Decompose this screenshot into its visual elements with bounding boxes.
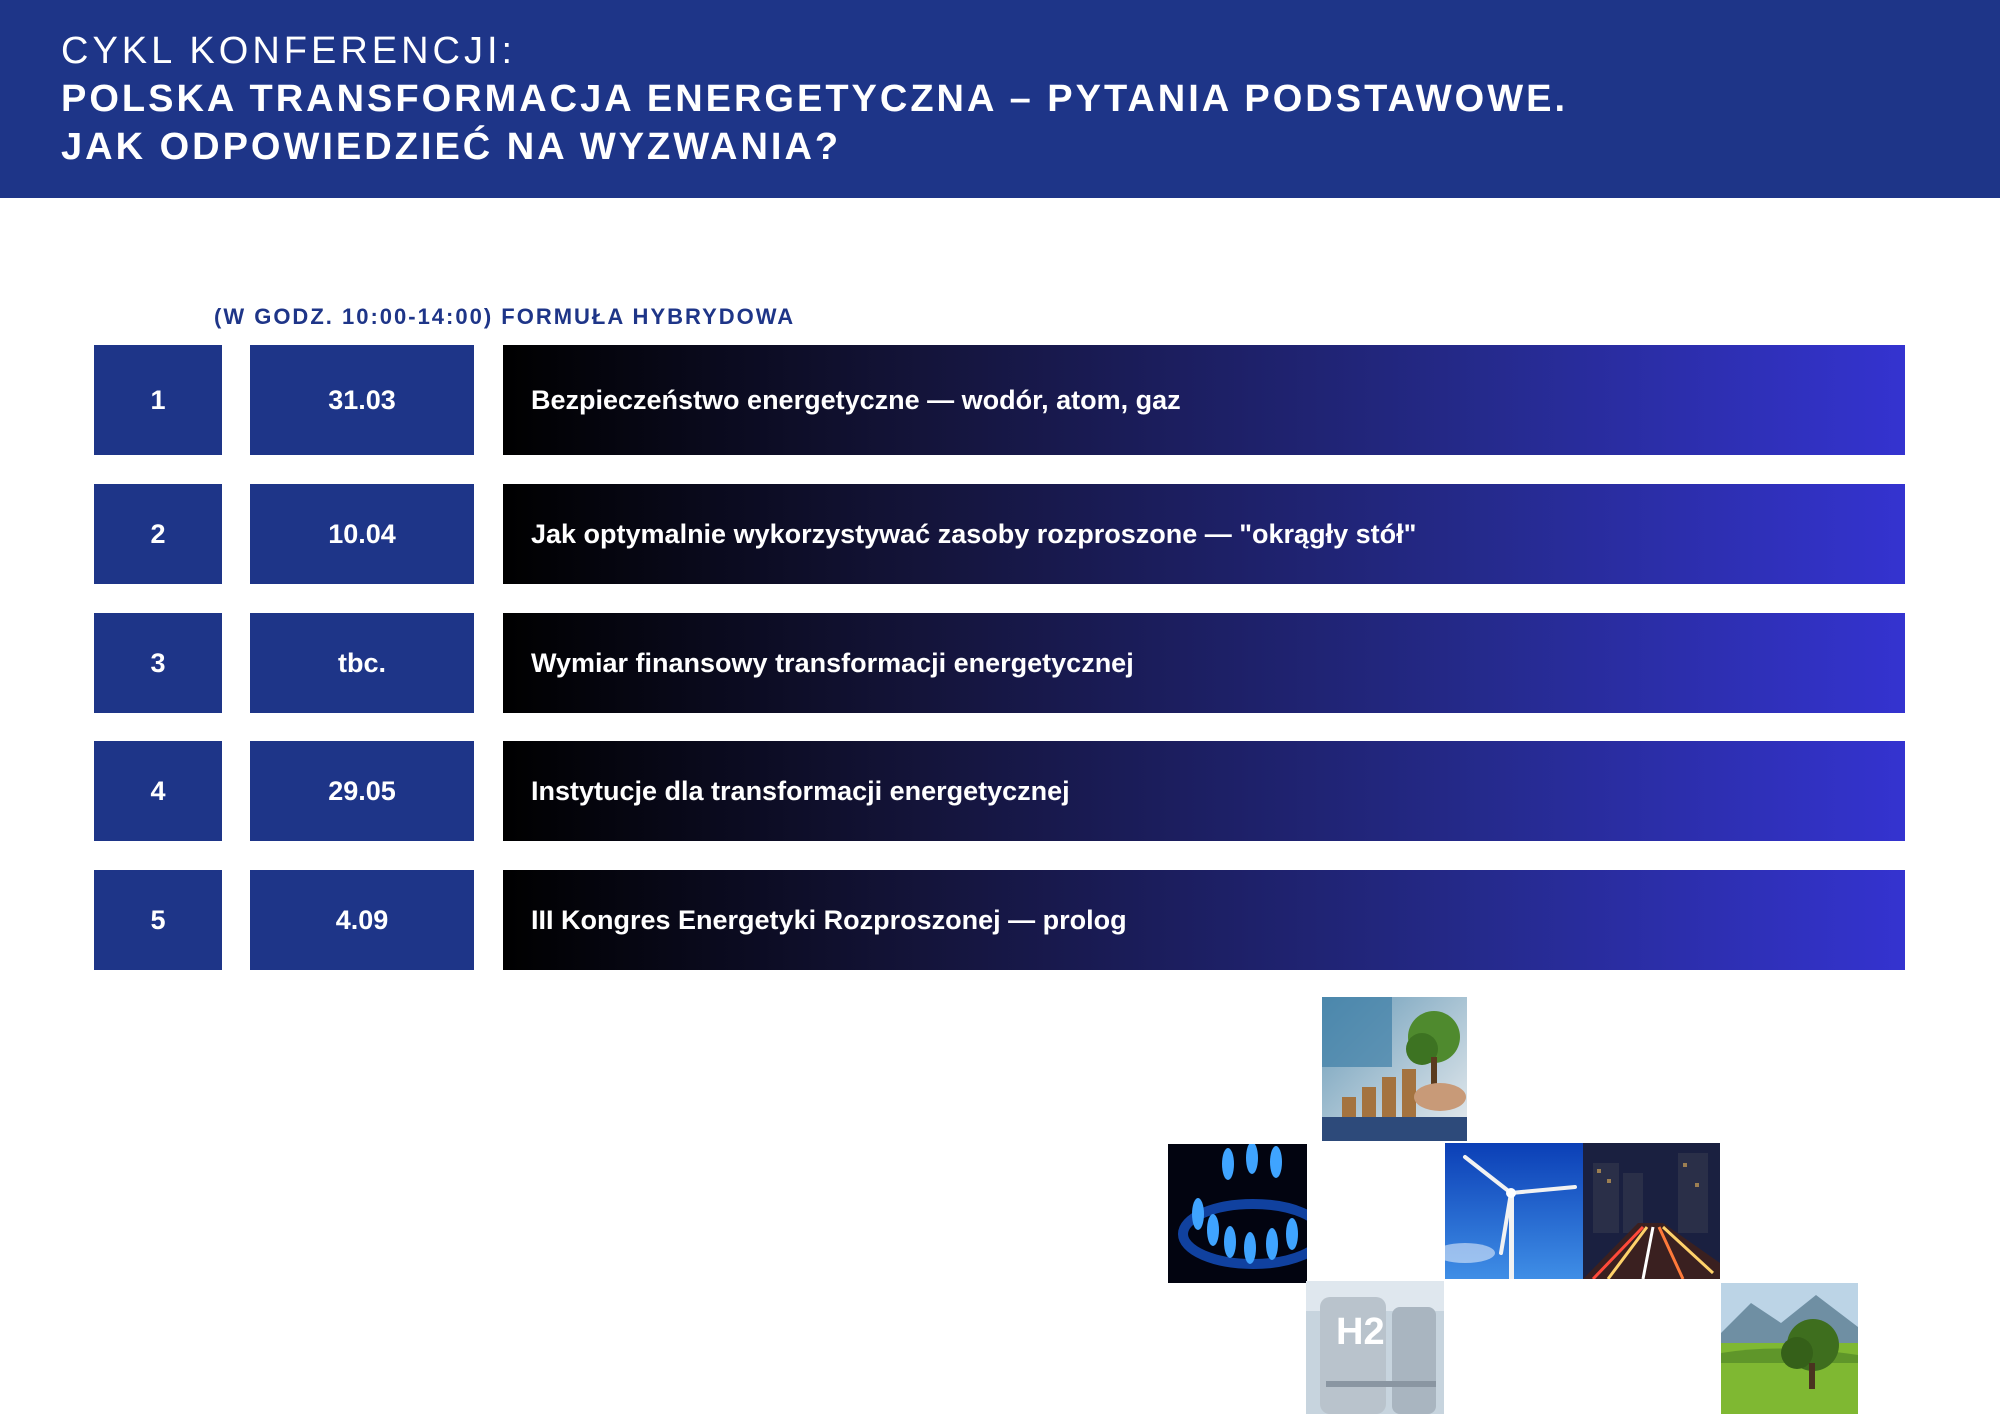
row-number: 5 — [94, 870, 222, 970]
row-number: 3 — [94, 613, 222, 713]
hydrogen-label: H2 — [1336, 1311, 1385, 1353]
row-date: 31.03 — [250, 345, 474, 455]
row-topic: Jak optymalnie wykorzystywać zasoby rozproszone — "okrągły stół" — [503, 484, 1905, 584]
row-number: 2 — [94, 484, 222, 584]
schedule-row — [0, 613, 2000, 713]
series-label: CYKL KONFERENCJI: — [61, 30, 517, 72]
schedule-row — [0, 870, 2000, 970]
schedule-row — [0, 741, 2000, 841]
header-banner — [0, 0, 2000, 198]
schedule-row — [0, 345, 2000, 455]
landscape-tree-photo — [1721, 1283, 1858, 1414]
row-date: tbc. — [250, 613, 474, 713]
row-date: 4.09 — [250, 870, 474, 970]
gas-flame-photo — [1168, 1144, 1307, 1283]
series-title-line1: POLSKA TRANSFORMACJA ENERGETYCZNA – PYTANIA PODSTAWOWE. — [61, 78, 1569, 120]
row-topic: Wymiar finansowy transformacji energetycznej — [503, 613, 1905, 713]
row-number: 4 — [94, 741, 222, 841]
city-traffic-photo — [1583, 1143, 1720, 1279]
format-note: (W GODZ. 10:00-14:00) FORMUŁA HYBRYDOWA — [214, 304, 796, 329]
row-topic: Instytucje dla transformacji energetycznej — [503, 741, 1905, 841]
row-date: 29.05 — [250, 741, 474, 841]
wind-turbine-photo — [1445, 1143, 1584, 1279]
schedule-row — [0, 484, 2000, 584]
row-number: 1 — [94, 345, 222, 455]
hydrogen-tank-photo — [1306, 1281, 1444, 1414]
row-topic: III Kongres Energetyki Rozproszonej — prolog — [503, 870, 1905, 970]
finance-growth-photo — [1322, 997, 1467, 1141]
row-date: 10.04 — [250, 484, 474, 584]
series-title-line2: JAK ODPOWIEDZIEĆ NA WYZWANIA? — [61, 126, 842, 168]
row-topic: Bezpieczeństwo energetyczne — wodór, atom, gaz — [503, 345, 1905, 455]
